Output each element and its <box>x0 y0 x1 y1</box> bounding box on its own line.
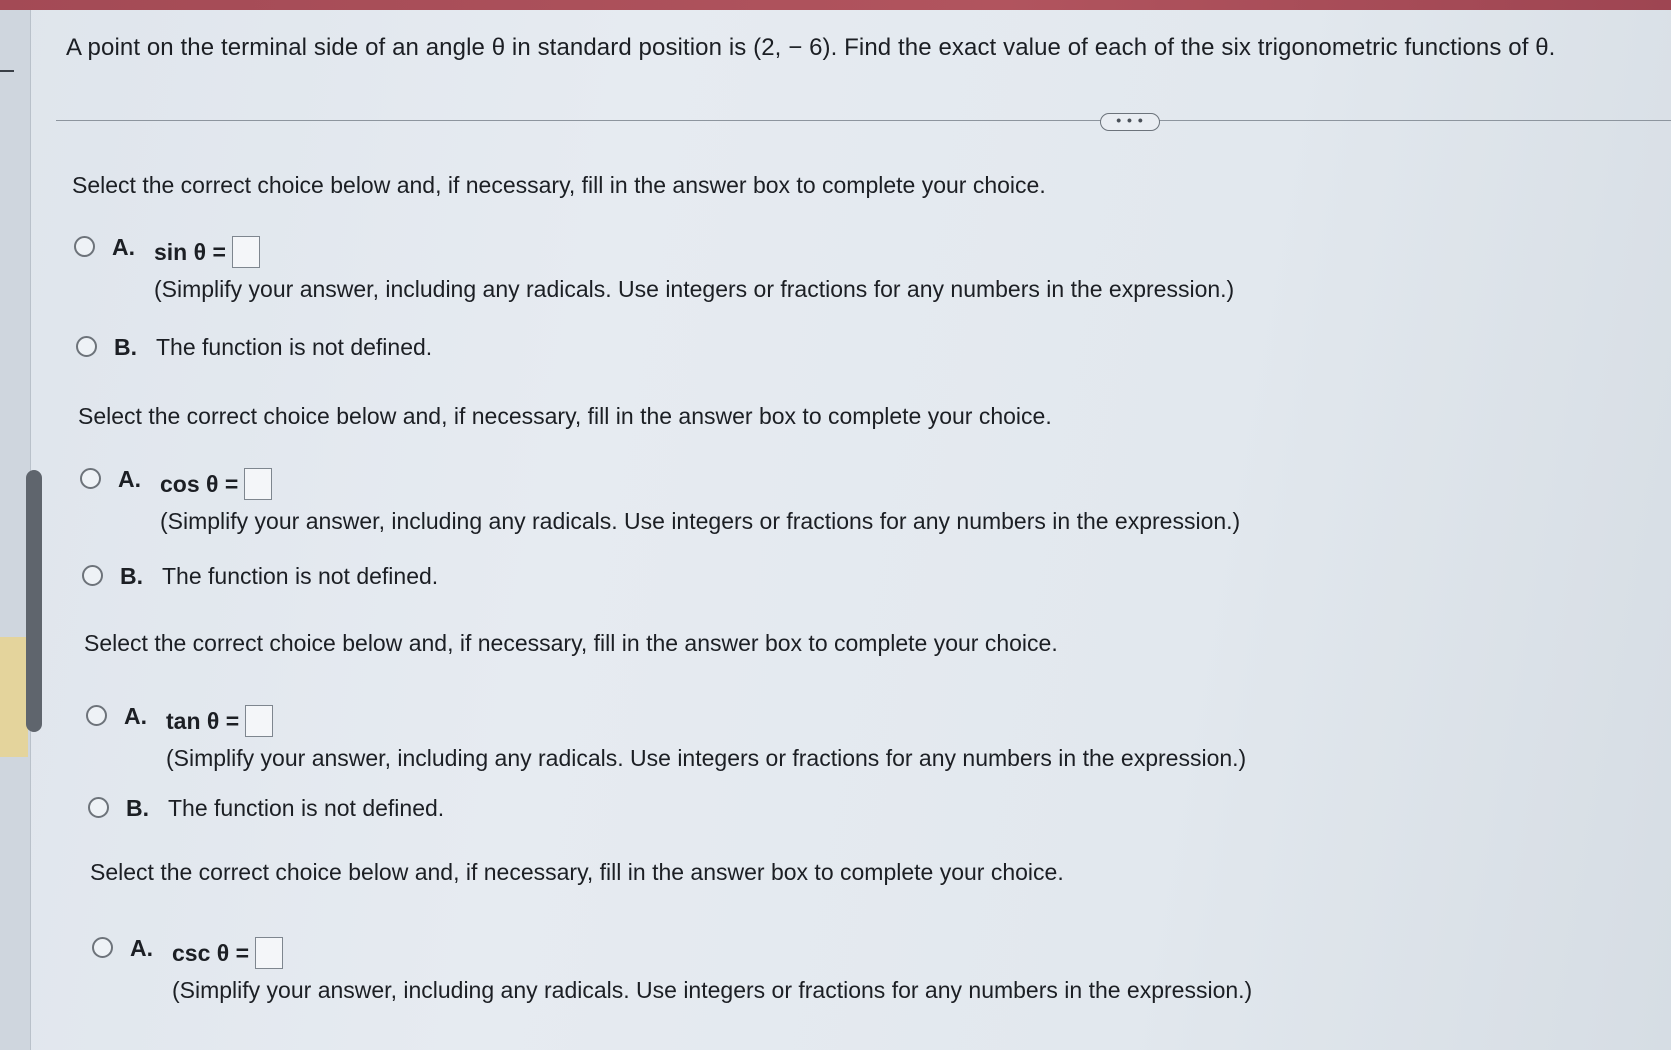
expression-text: tan θ = <box>166 707 240 734</box>
gutter-tick <box>0 70 14 72</box>
expression-tan <box>166 705 273 737</box>
radio-tan-b[interactable] <box>88 797 109 818</box>
expression-csc <box>172 937 283 969</box>
expression-text: cos θ = <box>160 470 239 497</box>
radio-tan-a[interactable] <box>86 705 107 726</box>
choice-letter: A. <box>130 935 153 961</box>
divider <box>56 120 1671 121</box>
question-text: A point on the terminal side of an angle θ in standard position is (2, − 6). Find the exact value of each of the six trigonometric functions of θ. <box>66 34 1556 61</box>
answer-box-cos[interactable] <box>244 468 272 500</box>
answer-box-csc[interactable] <box>255 937 283 969</box>
hint-csc: (Simplify your answer, including any radicals. Use integers or fractions for any numbers in the expression.) <box>172 977 1253 1003</box>
expression-text: csc θ = <box>172 939 250 966</box>
gutter-highlight <box>0 637 28 757</box>
hint-sin: (Simplify your answer, including any radicals. Use integers or fractions for any numbers in the expression.) <box>154 276 1235 302</box>
not-defined-text: The function is not defined. <box>162 563 439 589</box>
expression-sin <box>154 236 260 268</box>
choice-letter: B. <box>114 334 137 360</box>
radio-cos-b[interactable] <box>82 565 103 586</box>
answer-box-sin[interactable] <box>232 236 260 268</box>
answer-box-tan[interactable] <box>245 705 273 737</box>
choice-letter: B. <box>126 795 149 821</box>
choice-letter: A. <box>112 234 135 260</box>
not-defined-text: The function is not defined. <box>168 795 445 821</box>
not-defined-text: The function is not defined. <box>156 334 433 360</box>
instruction-cos: Select the correct choice below and, if necessary, fill in the answer box to complete your choice. <box>78 403 1052 429</box>
question-panel <box>30 10 1671 1050</box>
instruction-tan: Select the correct choice below and, if necessary, fill in the answer box to complete your choice. <box>84 630 1058 656</box>
hint-tan: (Simplify your answer, including any radicals. Use integers or fractions for any numbers in the expression.) <box>166 745 1247 771</box>
choice-letter: A. <box>124 703 147 729</box>
expression-text: sin θ = <box>154 238 226 265</box>
radio-csc-a[interactable] <box>92 937 113 958</box>
hint-cos: (Simplify your answer, including any radicals. Use integers or fractions for any numbers in the expression.) <box>160 508 1241 534</box>
instruction-sin: Select the correct choice below and, if necessary, fill in the answer box to complete your choice. <box>72 172 1046 198</box>
instruction-csc: Select the correct choice below and, if necessary, fill in the answer box to complete your choice. <box>90 859 1064 885</box>
radio-sin-a[interactable] <box>74 236 95 257</box>
more-options-button[interactable]: • • • <box>1100 113 1160 131</box>
expression-cos <box>160 468 272 500</box>
top-bar <box>0 0 1671 10</box>
radio-sin-b[interactable] <box>76 336 97 357</box>
radio-cos-a[interactable] <box>80 468 101 489</box>
choice-letter: A. <box>118 466 141 492</box>
choice-letter: B. <box>120 563 143 589</box>
